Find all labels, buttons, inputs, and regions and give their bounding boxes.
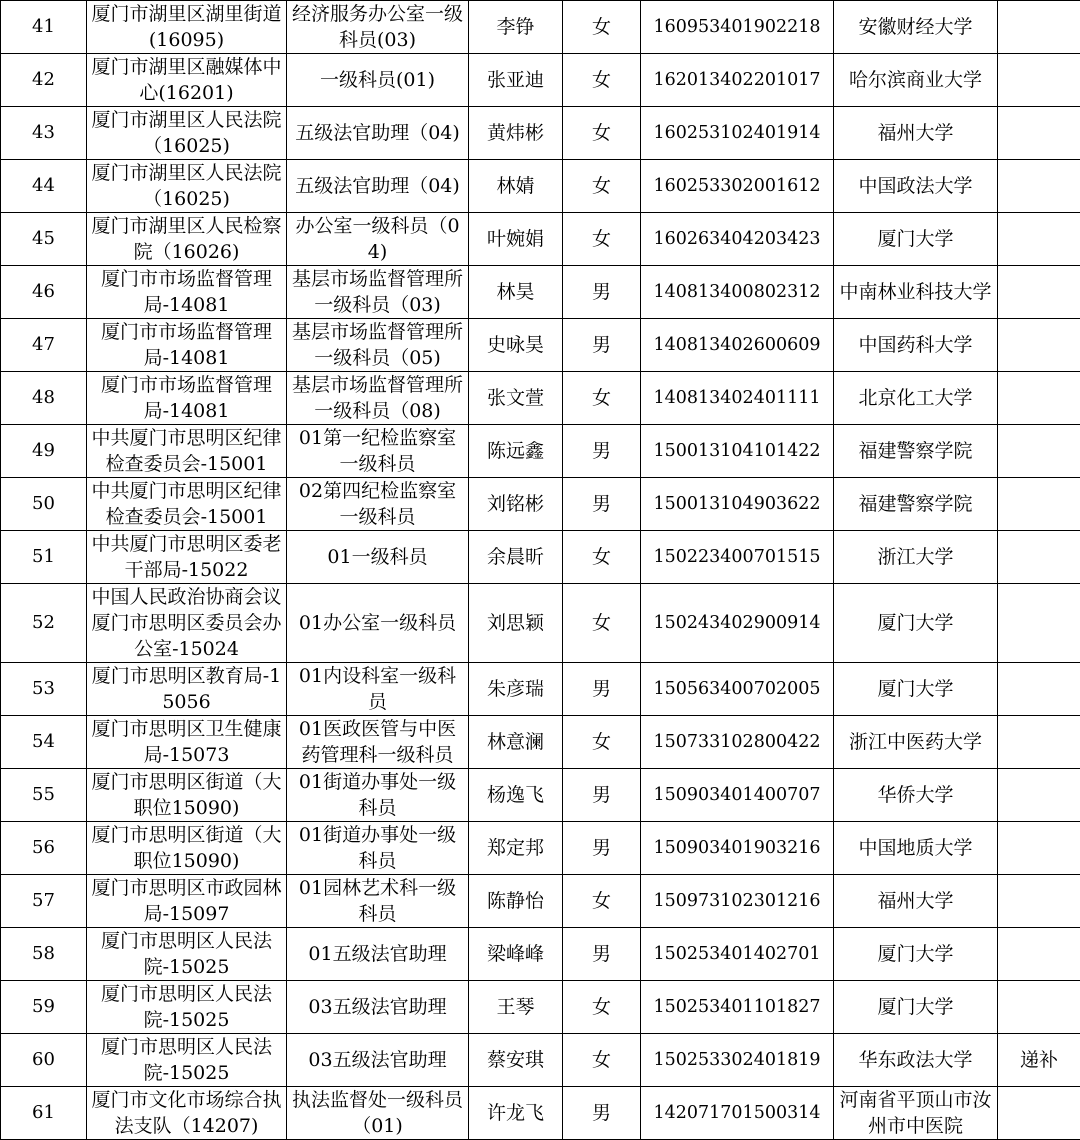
cell-unit: 中共厦门市思明区纪律检查委员会-15001 xyxy=(87,425,287,478)
cell-position: 01第一纪检监察室一级科员 xyxy=(287,425,469,478)
cell-remark xyxy=(998,531,1080,584)
cell-school: 浙江中医药大学 xyxy=(834,716,998,769)
cell-gender: 男 xyxy=(563,822,641,875)
cell-position: 03五级法官助理 xyxy=(287,1034,469,1087)
cell-remark xyxy=(998,875,1080,928)
cell-number: 43 xyxy=(1,107,87,160)
cell-unit: 厦门市湖里区人民法院（16025) xyxy=(87,160,287,213)
table-row xyxy=(1,1034,1080,1087)
cell-gender: 女 xyxy=(563,372,641,425)
cell-school: 中国地质大学 xyxy=(834,822,998,875)
cell-gender: 女 xyxy=(563,716,641,769)
cell-unit: 厦门市市场监督管理局-14081 xyxy=(87,372,287,425)
cell-gender: 女 xyxy=(563,54,641,107)
cell-number: 48 xyxy=(1,372,87,425)
table-row xyxy=(1,1087,1080,1140)
cell-remark xyxy=(998,1087,1080,1140)
cell-school: 中国政法大学 xyxy=(834,160,998,213)
cell-name: 陈远鑫 xyxy=(469,425,563,478)
cell-gender: 女 xyxy=(563,1034,641,1087)
cell-ticket-number: 150253302401819 xyxy=(641,1034,834,1087)
cell-name: 史咏昊 xyxy=(469,319,563,372)
cell-unit: 中共厦门市思明区委老干部局-15022 xyxy=(87,531,287,584)
cell-school: 中南林业科技大学 xyxy=(834,266,998,319)
cell-position: 01园林艺术科一级科员 xyxy=(287,875,469,928)
cell-gender: 女 xyxy=(563,875,641,928)
cell-gender: 女 xyxy=(563,1,641,54)
table-row xyxy=(1,372,1080,425)
table-body xyxy=(1,1,1080,1140)
cell-gender: 女 xyxy=(563,584,641,663)
cell-unit: 厦门市思明区街道（大职位15090) xyxy=(87,769,287,822)
cell-name: 朱彦瑞 xyxy=(469,663,563,716)
table-row xyxy=(1,928,1080,981)
table-row xyxy=(1,769,1080,822)
cell-unit: 厦门市湖里区湖里街道(16095) xyxy=(87,1,287,54)
table-row xyxy=(1,478,1080,531)
cell-gender: 男 xyxy=(563,1087,641,1140)
cell-position: 01五级法官助理 xyxy=(287,928,469,981)
table-row xyxy=(1,584,1080,663)
cell-position: 基层市场监督管理所一级科员（08) xyxy=(287,372,469,425)
cell-unit: 厦门市湖里区融媒体中心(16201) xyxy=(87,54,287,107)
cell-remark xyxy=(998,981,1080,1034)
cell-unit: 厦门市湖里区人民法院（16025) xyxy=(87,107,287,160)
cell-name: 梁峰峰 xyxy=(469,928,563,981)
cell-gender: 男 xyxy=(563,928,641,981)
table-row xyxy=(1,663,1080,716)
cell-school: 福州大学 xyxy=(834,875,998,928)
cell-gender: 女 xyxy=(563,981,641,1034)
cell-ticket-number: 160253102401914 xyxy=(641,107,834,160)
cell-position: 01办公室一级科员 xyxy=(287,584,469,663)
cell-number: 47 xyxy=(1,319,87,372)
cell-gender: 女 xyxy=(563,531,641,584)
cell-number: 45 xyxy=(1,213,87,266)
cell-remark xyxy=(998,928,1080,981)
table-row xyxy=(1,213,1080,266)
cell-remark xyxy=(998,266,1080,319)
cell-school: 哈尔滨商业大学 xyxy=(834,54,998,107)
cell-name: 林昊 xyxy=(469,266,563,319)
cell-name: 张亚迪 xyxy=(469,54,563,107)
cell-ticket-number: 150253401402701 xyxy=(641,928,834,981)
table-row xyxy=(1,54,1080,107)
table-row xyxy=(1,822,1080,875)
cell-school: 厦门大学 xyxy=(834,584,998,663)
cell-name: 林婧 xyxy=(469,160,563,213)
cell-name: 刘思颖 xyxy=(469,584,563,663)
cell-ticket-number: 150013104101422 xyxy=(641,425,834,478)
cell-gender: 男 xyxy=(563,266,641,319)
cell-ticket-number: 150223400701515 xyxy=(641,531,834,584)
cell-unit: 厦门市市场监督管理局-14081 xyxy=(87,266,287,319)
cell-remark xyxy=(998,372,1080,425)
cell-school: 浙江大学 xyxy=(834,531,998,584)
cell-name: 许龙飞 xyxy=(469,1087,563,1140)
cell-unit: 厦门市思明区教育局-15056 xyxy=(87,663,287,716)
table-row xyxy=(1,266,1080,319)
cell-name: 王琴 xyxy=(469,981,563,1034)
cell-position: 03五级法官助理 xyxy=(287,981,469,1034)
cell-school: 厦门大学 xyxy=(834,981,998,1034)
cell-position: 01街道办事处一级科员 xyxy=(287,769,469,822)
cell-number: 61 xyxy=(1,1087,87,1140)
cell-position: 经济服务办公室一级科员(03) xyxy=(287,1,469,54)
cell-ticket-number: 160253302001612 xyxy=(641,160,834,213)
cell-unit: 中国人民政治协商会议厦门市思明区委员会办公室-15024 xyxy=(87,584,287,663)
cell-school: 福州大学 xyxy=(834,107,998,160)
cell-number: 60 xyxy=(1,1034,87,1087)
cell-remark xyxy=(998,160,1080,213)
table-row xyxy=(1,531,1080,584)
cell-number: 59 xyxy=(1,981,87,1034)
cell-position: 基层市场监督管理所一级科员（05) xyxy=(287,319,469,372)
cell-position: 五级法官助理（04) xyxy=(287,160,469,213)
cell-school: 福建警察学院 xyxy=(834,478,998,531)
table-row xyxy=(1,716,1080,769)
cell-school: 北京化工大学 xyxy=(834,372,998,425)
cell-ticket-number: 150253401101827 xyxy=(641,981,834,1034)
cell-school: 安徽财经大学 xyxy=(834,1,998,54)
cell-position: 01一级科员 xyxy=(287,531,469,584)
cell-school: 中国药科大学 xyxy=(834,319,998,372)
cell-gender: 男 xyxy=(563,478,641,531)
cell-remark: 递补 xyxy=(998,1034,1080,1087)
cell-unit: 厦门市市场监督管理局-14081 xyxy=(87,319,287,372)
cell-position: 办公室一级科员（04) xyxy=(287,213,469,266)
cell-name: 杨逸飞 xyxy=(469,769,563,822)
cell-ticket-number: 140813402600609 xyxy=(641,319,834,372)
cell-unit: 厦门市思明区人民法院-15025 xyxy=(87,1034,287,1087)
cell-number: 56 xyxy=(1,822,87,875)
cell-unit: 厦门市思明区市政园林局-15097 xyxy=(87,875,287,928)
cell-number: 44 xyxy=(1,160,87,213)
cell-gender: 女 xyxy=(563,160,641,213)
cell-remark xyxy=(998,425,1080,478)
cell-remark xyxy=(998,213,1080,266)
cell-ticket-number: 140813402401111 xyxy=(641,372,834,425)
cell-school: 华东政法大学 xyxy=(834,1034,998,1087)
cell-remark xyxy=(998,822,1080,875)
cell-name: 林意澜 xyxy=(469,716,563,769)
cell-number: 50 xyxy=(1,478,87,531)
cell-ticket-number: 150903401400707 xyxy=(641,769,834,822)
cell-position: 五级法官助理（04) xyxy=(287,107,469,160)
cell-gender: 男 xyxy=(563,425,641,478)
cell-unit: 厦门市思明区人民法院-15025 xyxy=(87,928,287,981)
cell-gender: 女 xyxy=(563,213,641,266)
cell-school: 福建警察学院 xyxy=(834,425,998,478)
cell-unit: 厦门市思明区街道（大职位15090) xyxy=(87,822,287,875)
cell-school: 厦门大学 xyxy=(834,928,998,981)
cell-ticket-number: 142071701500314 xyxy=(641,1087,834,1140)
cell-ticket-number: 150903401903216 xyxy=(641,822,834,875)
cell-number: 42 xyxy=(1,54,87,107)
cell-ticket-number: 160953401902218 xyxy=(641,1,834,54)
cell-name: 张文萱 xyxy=(469,372,563,425)
cell-number: 41 xyxy=(1,1,87,54)
cell-position: 01内设科室一级科员 xyxy=(287,663,469,716)
cell-name: 李铮 xyxy=(469,1,563,54)
cell-gender: 女 xyxy=(563,107,641,160)
cell-school: 华侨大学 xyxy=(834,769,998,822)
cell-position: 执法监督处一级科员（01) xyxy=(287,1087,469,1140)
cell-name: 郑定邦 xyxy=(469,822,563,875)
cell-number: 55 xyxy=(1,769,87,822)
cell-unit: 厦门市湖里区人民检察院（16026) xyxy=(87,213,287,266)
cell-remark xyxy=(998,584,1080,663)
cell-number: 57 xyxy=(1,875,87,928)
cell-unit: 厦门市思明区人民法院-15025 xyxy=(87,981,287,1034)
cell-position: 基层市场监督管理所一级科员（03) xyxy=(287,266,469,319)
cell-ticket-number: 140813400802312 xyxy=(641,266,834,319)
table-row xyxy=(1,425,1080,478)
cell-number: 58 xyxy=(1,928,87,981)
cell-remark xyxy=(998,716,1080,769)
cell-unit: 厦门市思明区卫生健康局-15073 xyxy=(87,716,287,769)
table-row xyxy=(1,875,1080,928)
cell-number: 49 xyxy=(1,425,87,478)
cell-name: 刘铭彬 xyxy=(469,478,563,531)
cell-name: 余晨昕 xyxy=(469,531,563,584)
cell-position: 02第四纪检监察室一级科员 xyxy=(287,478,469,531)
cell-position: 01街道办事处一级科员 xyxy=(287,822,469,875)
cell-ticket-number: 150243402900914 xyxy=(641,584,834,663)
cell-remark xyxy=(998,769,1080,822)
cell-number: 54 xyxy=(1,716,87,769)
cell-name: 黄炜彬 xyxy=(469,107,563,160)
cell-gender: 男 xyxy=(563,663,641,716)
cell-remark xyxy=(998,663,1080,716)
cell-ticket-number: 150563400702005 xyxy=(641,663,834,716)
cell-ticket-number: 150973102301216 xyxy=(641,875,834,928)
table-row xyxy=(1,107,1080,160)
cell-unit: 中共厦门市思明区纪律检查委员会-15001 xyxy=(87,478,287,531)
cell-school: 河南省平顶山市汝州市中医院 xyxy=(834,1087,998,1140)
cell-remark xyxy=(998,107,1080,160)
table-row xyxy=(1,981,1080,1034)
cell-unit: 厦门市文化市场综合执法支队（14207) xyxy=(87,1087,287,1140)
cell-ticket-number: 150733102800422 xyxy=(641,716,834,769)
cell-school: 厦门大学 xyxy=(834,213,998,266)
cell-ticket-number: 150013104903622 xyxy=(641,478,834,531)
cell-number: 51 xyxy=(1,531,87,584)
cell-ticket-number: 160263404203423 xyxy=(641,213,834,266)
cell-position: 01医政医管与中医药管理科一级科员 xyxy=(287,716,469,769)
cell-remark xyxy=(998,478,1080,531)
cell-name: 蔡安琪 xyxy=(469,1034,563,1087)
cell-gender: 男 xyxy=(563,319,641,372)
cell-school: 厦门大学 xyxy=(834,663,998,716)
cell-remark xyxy=(998,319,1080,372)
table-row xyxy=(1,1,1080,54)
cell-gender: 男 xyxy=(563,769,641,822)
cell-remark xyxy=(998,1,1080,54)
cell-ticket-number: 162013402201017 xyxy=(641,54,834,107)
cell-name: 叶婉娟 xyxy=(469,213,563,266)
cell-name: 陈静怡 xyxy=(469,875,563,928)
table-row xyxy=(1,160,1080,213)
cell-number: 53 xyxy=(1,663,87,716)
cell-number: 52 xyxy=(1,584,87,663)
cell-number: 46 xyxy=(1,266,87,319)
cell-position: 一级科员(01) xyxy=(287,54,469,107)
table-row xyxy=(1,319,1080,372)
cell-remark xyxy=(998,54,1080,107)
